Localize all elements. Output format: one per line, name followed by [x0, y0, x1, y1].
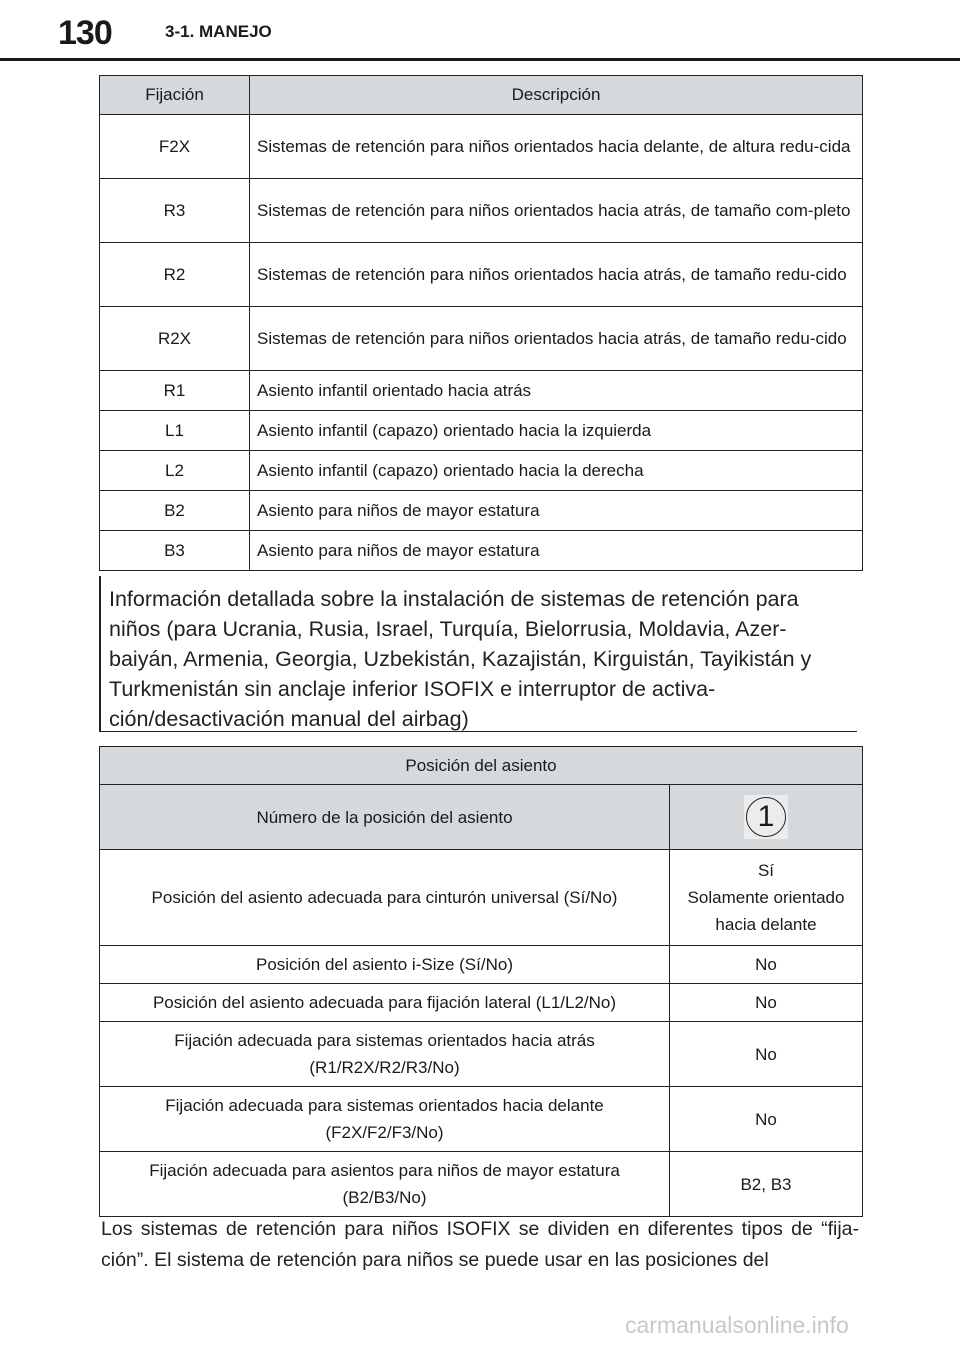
table-row [100, 371, 863, 411]
fixation-description: Asiento infantil orientado hacia atrás [250, 371, 863, 411]
section-title: 3-1. MANEJO [165, 22, 272, 41]
fixation-description: Asiento para niños de mayor estatura [250, 491, 863, 531]
table-row [100, 1022, 863, 1087]
row-value: No [670, 984, 863, 1022]
fixation-code: F2X [100, 115, 250, 179]
seat-number-icon [744, 795, 788, 839]
table-row [100, 115, 863, 179]
body-paragraph: Los sistemas de retención para niños ISOFIX se dividen en diferentes tipos de “fija-ción”. El sistema de retención para niños se puede usar en las posiciones del [101, 1218, 859, 1271]
row-label [100, 1087, 670, 1152]
table-header-row [100, 747, 863, 785]
table-row [100, 243, 863, 307]
row-value: No [670, 1087, 863, 1152]
row-label-line2: (R1/R2X/R2/R3/No) [309, 1058, 460, 1077]
fixation-description: Asiento infantil (capazo) orientado hacia la derecha [250, 451, 863, 491]
fixation-description: Sistemas de retención para niños orientados hacia atrás, de tamaño com-pleto [250, 179, 863, 243]
row-label-line1: Fijación adecuada para sistemas orientados hacia atrás [174, 1031, 595, 1050]
fixation-description: Sistemas de retención para niños orientados hacia atrás, de tamaño redu-cido [250, 307, 863, 371]
header-rule [0, 58, 960, 61]
table-row [100, 984, 863, 1022]
table-header-row [100, 76, 863, 115]
row-label-line2: (F2X/F2/F3/No) [325, 1123, 444, 1142]
table-row [100, 307, 863, 371]
info-box [99, 576, 857, 732]
page-number: 130 [58, 14, 112, 52]
column-header-description: Descripción [250, 76, 863, 115]
table-row [100, 531, 863, 571]
column-header-fixation: Fijación [100, 76, 250, 115]
seat-number-value: 1 [746, 797, 786, 837]
seat-position-table [99, 746, 863, 1217]
fixation-code: R2X [100, 307, 250, 371]
table-row [100, 946, 863, 984]
row-value: B2, B3 [670, 1152, 863, 1217]
fixation-description: Asiento infantil (capazo) orientado hacia la izquierda [250, 411, 863, 451]
row-label: Posición del asiento i-Size (Sí/No) [100, 946, 670, 984]
row-label-line1: Fijación adecuada para asientos para niños de mayor estatura [149, 1161, 620, 1180]
row-label: Posición del asiento adecuada para cinturón universal (Sí/No) [100, 850, 670, 946]
seat-number-cell [670, 785, 863, 850]
row-value-main: Sí [757, 861, 775, 880]
info-box-bar [99, 576, 101, 732]
table-row [100, 179, 863, 243]
row-label: Posición del asiento adecuada para fijación lateral (L1/L2/No) [100, 984, 670, 1022]
seat-table-title: Posición del asiento [100, 747, 863, 785]
watermark: carmanualsonline.info [625, 1312, 849, 1338]
row-value: No [670, 946, 863, 984]
fixation-description: Sistemas de retención para niños orientados hacia atrás, de tamaño redu-cido [250, 243, 863, 307]
row-label-line2: (B2/B3/No) [342, 1188, 427, 1207]
info-box-text: Información detallada sobre la instalación de sistemas de retención para niños (para Ucrania, Rusia, Israel, Turquía, Bielorrusia, Moldavia, Azer-baiyán, Armenia, Georgia, Uzbekistán, Kazajistán, Kirguistán, Tayikistán y Turkmenistán sin anclaje inferior ISOFIX e interruptor de activa-ción/desactivación manual del airbag) [109, 587, 812, 731]
fixation-code: B2 [100, 491, 250, 531]
table-row [100, 1152, 863, 1217]
row-label [100, 1152, 670, 1217]
table-row [100, 411, 863, 451]
fixation-code: R3 [100, 179, 250, 243]
row-value: No [670, 1022, 863, 1087]
row-value-sub: Solamente orientado hacia delante [687, 888, 845, 934]
row-label-line1: Fijación adecuada para sistemas orientados hacia delante [165, 1096, 604, 1115]
fixation-description: Asiento para niños de mayor estatura [250, 531, 863, 571]
row-label [100, 1022, 670, 1087]
table-row [100, 491, 863, 531]
fixation-code: L2 [100, 451, 250, 491]
fixation-table [99, 75, 863, 571]
fixation-code: B3 [100, 531, 250, 571]
table-row [100, 850, 863, 946]
seat-number-label: Número de la posición del asiento [100, 785, 670, 850]
table-row [100, 785, 863, 850]
table-row [100, 451, 863, 491]
fixation-description: Sistemas de retención para niños orientados hacia delante, de altura redu-cida [250, 115, 863, 179]
fixation-code: R2 [100, 243, 250, 307]
fixation-code: R1 [100, 371, 250, 411]
table-row [100, 1087, 863, 1152]
row-value [670, 850, 863, 946]
fixation-code: L1 [100, 411, 250, 451]
info-box-rule [99, 731, 857, 732]
